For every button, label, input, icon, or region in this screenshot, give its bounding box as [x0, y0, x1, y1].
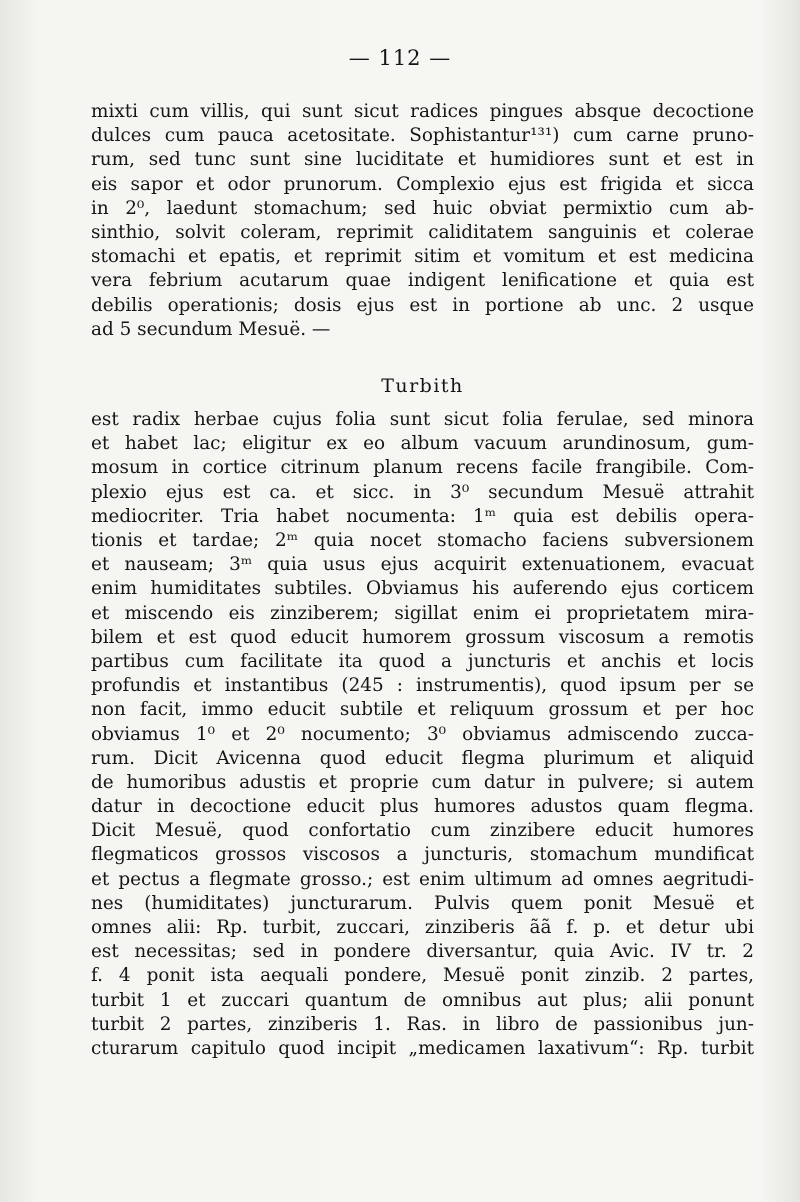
text-line: omnes alii: Rp. turbit, zuccari, zinziberis ãã f. p. et detur ubi	[91, 917, 754, 938]
text-line: turbit 1 et zuccari quantum de omnibus aut plus; alii ponunt	[91, 989, 754, 1011]
text-line: de humoribus adustis et proprie cum datur in pulvere; si autem	[91, 771, 754, 793]
text-line: enim humiditates subtiles. Obviamus his auferendo ejus corticem	[91, 578, 754, 600]
text-line: Dicit Mesuë, quod confortatio cum zinzibere educit humores	[91, 820, 754, 842]
text-line: tionis et tardae; 2ᵐ quia nocet stomacho faciens subversionem	[91, 530, 754, 551]
text-line: et miscendo eis zinziberem; sigillat enim ei proprietatem mira-	[91, 602, 754, 624]
text-line: flegmaticos grossos viscosos a juncturis, stomachum mundificat	[91, 844, 754, 866]
text-line: cturarum capitulo quod incipit „medicamen laxativum“: Rp. turbit	[91, 1037, 754, 1059]
text-line: plexio ejus est ca. et sicc. in 3⁰ secundum Mesuë attrahit	[91, 481, 754, 503]
text-line: est radix herbae cujus folia sunt sicut folia ferulae, sed minora	[91, 409, 754, 431]
text-line: mixti cum villis, qui sunt sicut radices pingues absque decoctione	[91, 101, 754, 122]
text-line: nes (humiditates) juncturarum. Pulvis quem ponit Mesuë et	[91, 892, 754, 914]
text-line: debilis operationis; dosis ejus est in portione ab unc. 2 usque	[91, 294, 754, 316]
text-line: stomachi et epatis, et reprimit sitim et vomitum et est medicina	[91, 246, 754, 268]
page-number: — 112 —	[348, 46, 452, 70]
text-line: et habet lac; eligitur ex eo album vacuum arundinosum, gum-	[91, 433, 754, 455]
text-line: bilem et est quod educit humorem grossum viscosum a remotis	[91, 626, 754, 648]
body-text	[91, 100, 754, 1061]
text-line: sinthio, solvit coleram, reprimit caliditatem sanguinis et colerae	[91, 221, 754, 243]
text-line: obviamus 1⁰ et 2⁰ nocumento; 3⁰ obviamus admiscendo zucca-	[91, 723, 754, 745]
text-line: non facit, immo educit subtile et reliquum grossum et per hoc	[91, 699, 754, 721]
text-line: eis sapor et odor prunorum. Complexio ejus est frigida et sicca	[91, 173, 754, 195]
text-line: datur in decoctione educit plus humores adustos quam flegma.	[91, 796, 754, 818]
text-line: partibus cum facilitate ita quod a juncturis et anchis et locis	[91, 650, 754, 672]
text-line: vera febrium acutarum quae indigent lenificatione et quia est	[91, 270, 754, 292]
paragraph-1	[91, 100, 754, 342]
text-line: et pectus a flegmate grosso.; est enim ultimum ad omnes aegritudi-	[91, 868, 754, 890]
text-line: dulces cum pauca acetositate. Sophistantur¹³¹) cum carne pruno-	[91, 125, 754, 147]
text-line: f. 4 ponit ista aequali pondere, Mesuë ponit zinzib. 2 partes,	[91, 965, 754, 987]
text-line: profundis et instantibus (245 : instrumentis), quod ipsum per se	[91, 675, 754, 697]
text-line: rum, sed tunc sunt sine luciditate et humidiores sunt et est in	[91, 149, 754, 171]
text-line: mediocriter. Tria habet nocumenta: 1ᵐ quia est debilis opera-	[91, 505, 754, 527]
text-line: est necessitas; sed in pondere diversantur, quia Avic. IV tr. 2	[91, 941, 754, 963]
text-line: turbit 2 partes, zinziberis 1. Ras. in libro de passionibus jun-	[91, 1013, 754, 1035]
section-title: Turbith	[381, 374, 464, 397]
paragraph-2	[91, 408, 754, 1061]
text-line: mosum in cortice citrinum planum recens facile frangibile. Com-	[91, 457, 754, 479]
text-line: in 2⁰, laedunt stomachum; sed huic obviat permixtio cum ab-	[91, 197, 754, 219]
text-line: et nauseam; 3ᵐ quia usus ejus acquirit extenuationem, evacuat	[91, 554, 754, 576]
text-line: ad 5 secundum Mesuë. —	[91, 318, 331, 340]
text-line: rum. Dicit Avicenna quod educit flegma plurimum et aliquid	[91, 747, 754, 769]
